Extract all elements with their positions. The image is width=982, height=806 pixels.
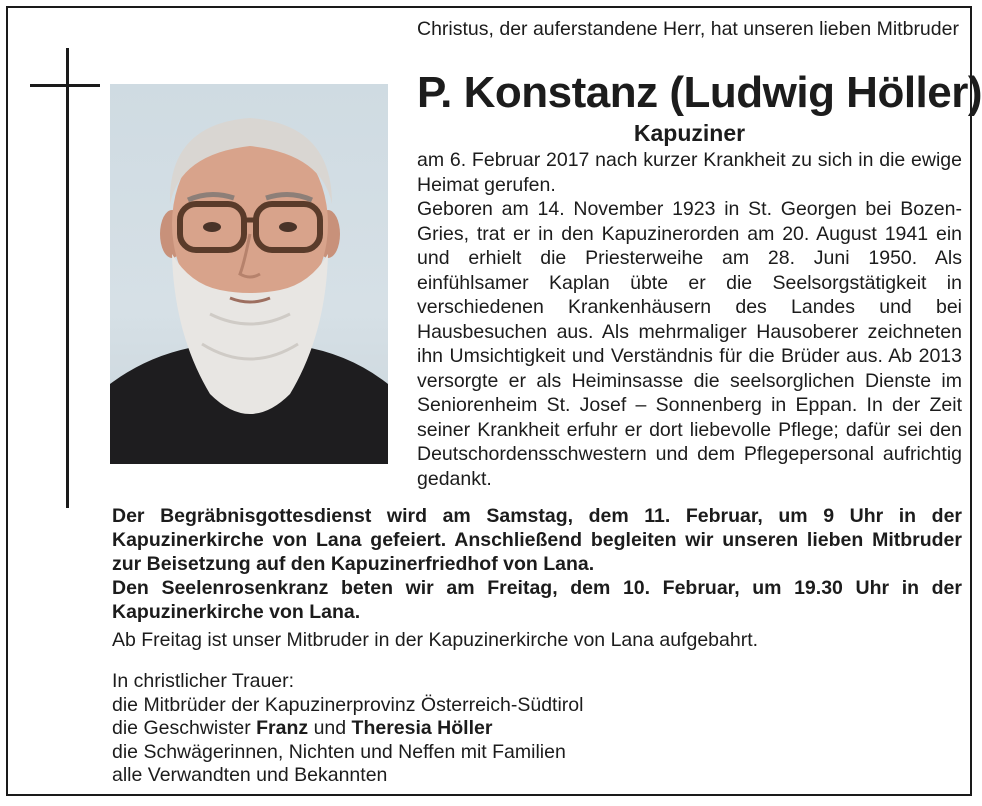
mourner-line: alle Verwandten und Bekannten — [112, 764, 388, 786]
bio-paragraph: am 6. Februar 2017 nach kurzer Krankheit zu sich in die ewige Heimat gerufen. — [417, 149, 962, 196]
rosary-text: Den Seelenrosenkranz beten wir am Freitag, dem 10. Februar, um 19.30 Uhr in der Kapuzinerkirche von Lana. — [112, 577, 962, 623]
viewing-text: Ab Freitag ist unser Mitbruder in der Kapuzinerkirche von Lana aufgebahrt. — [112, 629, 759, 651]
deceased-name: P. Konstanz (Ludwig Höller) — [417, 68, 982, 117]
portrait-illustration — [110, 84, 388, 464]
obituary-notice — [6, 6, 982, 796]
funeral-details — [112, 504, 962, 624]
mourners-list — [112, 670, 962, 788]
bio-paragraph: Geboren am 14. November 1923 in St. Georgen bei Bozen-Gries, trat er in den Kapuzinerorden am 20. August 1941 ein und erhielt die Priesterweihe am 28. Juni 1950. Als einfühlsamer Kaplan übte er die Seelsorgstätigkeit in verschiedenen Krankenhäusern des Landes und bei Hausbesuchen aus. Als mehrmaliger Hausoberer zeichneten ihn Umsichtigkeit und Verständnis für die Brüder aus. Ab 2013 versorgte er als Heiminsasse die seelsorglichen Dienste im Seniorenheim St. Josef – Sonnenberg in Eppan. In der Zeit seiner Krankheit erfuhr er dort liebevolle Pflege; dafür sei den Deutschordensschwestern und dem Pflegepersonal aufrichtig gedankt. — [417, 198, 962, 490]
mourner-line: die Mitbrüder der Kapuzinerprovinz Österreich-Südtirol — [112, 693, 584, 716]
mourner-line: die Schwägerinnen, Nichten und Neffen mit Familien — [112, 740, 566, 763]
mourner-line — [112, 717, 962, 741]
mourner-conjunction: und — [308, 717, 352, 739]
sibling-name: Franz — [256, 717, 309, 739]
mourners-heading: In christlicher Trauer: — [112, 670, 295, 692]
portrait-photo — [110, 84, 388, 464]
sibling-name: Theresia Höller — [351, 717, 493, 739]
religious-order: Kapuziner — [633, 120, 746, 146]
biography — [417, 148, 962, 491]
mourner-prefix: die Geschwister — [112, 717, 257, 739]
funeral-service-text: Der Begräbnisgottesdienst wird am Samstag, dem 11. Februar, um 9 Uhr in der Kapuzinerkirche von Lana gefeiert. Anschließend begleiten wir unseren lieben Mitbruder zur Beisetzung auf den Kapuzinerfriedhof von Lana. — [112, 505, 962, 575]
cross-icon-bar — [30, 84, 100, 87]
intro-text: Christus, der auferstandene Herr, hat unseren lieben Mitbruder — [417, 18, 959, 40]
cross-icon — [66, 48, 69, 508]
